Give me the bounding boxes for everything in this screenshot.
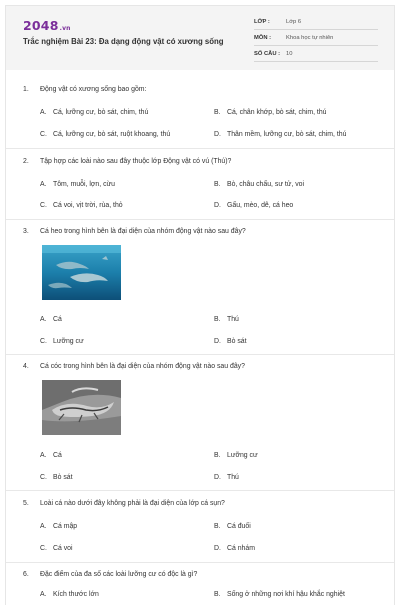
option-letter: A. [40, 316, 47, 323]
brand-suffix: .vn [59, 25, 71, 32]
option-letter: C. [40, 131, 47, 138]
option-text: Thú [227, 474, 239, 481]
option-text: Cá voi, vịt trời, rùa, thỏ [53, 202, 123, 209]
q4-option-d[interactable] [214, 474, 239, 481]
question-number: 6. [23, 571, 29, 578]
q1-option-b[interactable] [214, 109, 327, 116]
option-text: Cá đuối [227, 523, 251, 530]
divider [6, 562, 394, 563]
option-text: Cá, lưỡng cư, bò sát, chim, thú [53, 109, 149, 116]
brand-name: 2048 [23, 18, 59, 33]
q4-option-c[interactable] [40, 474, 73, 481]
meta-subject-value: Khoa học tự nhiên [286, 35, 334, 41]
option-text: Cá mập [53, 523, 78, 530]
option-letter: B. [214, 523, 221, 530]
meta-subject [254, 32, 378, 46]
option-letter: A. [40, 523, 47, 530]
meta-grade-value: Lớp 6 [286, 19, 302, 25]
option-letter: A. [40, 591, 47, 598]
header [6, 6, 394, 70]
option-letter: B. [214, 591, 221, 598]
q3-option-b[interactable] [214, 316, 239, 323]
option-text: Gấu, mèo, dê, cá heo [227, 202, 294, 209]
option-letter: B. [214, 109, 221, 116]
q3-option-d[interactable] [214, 338, 247, 345]
question-1 [23, 86, 146, 93]
divider [6, 219, 394, 220]
meta-grade [254, 16, 378, 30]
meta-grade-label: LỚP : [254, 19, 270, 25]
option-text: Cá, chân khớp, bò sát, chim, thú [227, 109, 327, 116]
divider [6, 490, 394, 491]
question-5 [23, 500, 225, 507]
option-letter: B. [214, 181, 221, 188]
option-text: Cá [53, 316, 62, 323]
question-text: Cá heo trong hình bên là đại diện của nhóm động vật nào sau đây? [40, 228, 246, 235]
option-letter: D. [214, 131, 221, 138]
question-text: Tập hợp các loài nào sau đây thuộc lớp Động vật có vú (Thú)? [40, 158, 232, 165]
meta-count-label: SỐ CÂU : [254, 51, 281, 57]
question-number: 2. [23, 158, 29, 165]
option-letter: C. [40, 545, 47, 552]
q1-option-a[interactable] [40, 109, 148, 116]
page-title: Trắc nghiệm Bài 23: Đa dạng động vật có xương sống [23, 37, 224, 46]
option-text: Cá [53, 452, 62, 459]
option-text: Bò, châu chấu, sư tử, voi [227, 181, 305, 188]
option-letter: D. [214, 202, 221, 209]
q2-option-d[interactable] [214, 202, 293, 209]
meta-count [254, 48, 378, 62]
option-text: Cá voi [53, 545, 73, 552]
q2-option-b[interactable] [214, 181, 304, 188]
meta-subject-label: MÔN : [254, 35, 272, 41]
q4-option-a[interactable] [40, 452, 62, 459]
option-letter: C. [40, 338, 47, 345]
q5-option-a[interactable] [40, 523, 77, 530]
q2-option-c[interactable] [40, 202, 123, 209]
question-number: 1. [23, 86, 29, 93]
q5-option-b[interactable] [214, 523, 251, 530]
option-text: Sống ở những nơi khí hậu khắc nghiệt [227, 591, 345, 598]
option-text: Tôm, muỗi, lợn, cừu [53, 181, 115, 188]
option-letter: B. [214, 316, 221, 323]
question-text: Động vật có xương sống bao gồm: [40, 86, 147, 93]
brand-logo[interactable] [23, 18, 71, 33]
question-number: 3. [23, 228, 29, 235]
question-number: 4. [23, 363, 29, 370]
q3-option-a[interactable] [40, 316, 62, 323]
worksheet-page [5, 5, 395, 605]
question-3 [23, 228, 246, 235]
q1-option-c[interactable] [40, 131, 170, 138]
option-letter: A. [40, 452, 47, 459]
q3-option-c[interactable] [40, 338, 84, 345]
option-letter: B. [214, 452, 221, 459]
option-letter: A. [40, 181, 47, 188]
question-2 [23, 158, 231, 165]
q6-option-a[interactable] [40, 591, 99, 598]
option-text: Cá nhám [227, 545, 255, 552]
question-text: Loài cá nào dưới đây không phải là đại diện của lớp cá sụn? [40, 500, 225, 507]
q6-option-b[interactable] [214, 591, 345, 598]
question-text: Cá cóc trong hình bên là đại diện của nhóm động vật nào sau đây? [40, 363, 245, 370]
question-4 [23, 363, 245, 370]
divider [6, 148, 394, 149]
salamander-image [42, 380, 121, 435]
question-number: 5. [23, 500, 29, 507]
option-letter: D. [214, 338, 221, 345]
option-text: Lưỡng cư [227, 452, 258, 459]
option-letter: C. [40, 474, 47, 481]
option-text: Thú [227, 316, 239, 323]
q5-option-d[interactable] [214, 545, 255, 552]
option-text: Bò sát [53, 474, 73, 481]
q5-option-c[interactable] [40, 545, 73, 552]
question-6 [23, 571, 197, 578]
dolphin-image [42, 245, 121, 300]
option-text: Thân mềm, lưỡng cư, bò sát, chim, thú [227, 131, 347, 138]
meta-count-value: 10 [286, 51, 293, 57]
q4-option-b[interactable] [214, 452, 258, 459]
q2-option-a[interactable] [40, 181, 115, 188]
option-letter: D. [214, 545, 221, 552]
option-letter: D. [214, 474, 221, 481]
divider [6, 354, 394, 355]
option-text: Lưỡng cư [53, 338, 84, 345]
question-text: Đặc điểm của đa số các loài lưỡng cư có độc là gì? [40, 571, 198, 578]
option-text: Kích thước lớn [53, 591, 99, 598]
option-text: Bò sát [227, 338, 247, 345]
option-text: Cá, lưỡng cư, bò sát, ruột khoang, thú [53, 131, 171, 138]
option-letter: C. [40, 202, 47, 209]
q1-option-d[interactable] [214, 131, 346, 138]
option-letter: A. [40, 109, 47, 116]
